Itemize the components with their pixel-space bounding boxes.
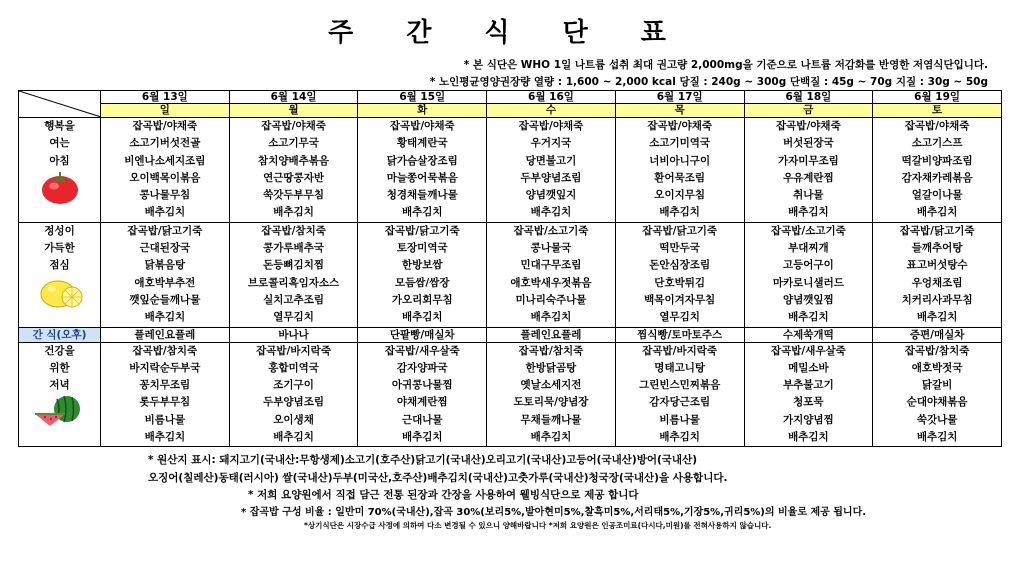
menu-item: 애호박젓국	[911, 361, 963, 374]
corner-cell	[19, 91, 101, 118]
menu-item: 배추김치	[401, 431, 443, 444]
menu-item: 열무김치	[273, 311, 314, 324]
menu-item: 단호박튀김	[654, 276, 706, 289]
date-cell: 6월 13일	[101, 91, 230, 104]
menu-item: 미나리숙주나물	[515, 293, 587, 306]
menu-item: 잡곡밥/새우살죽	[770, 344, 846, 357]
grain-ratio-note: * 잡곡밥 구성 비율 : 일반미 70%(국내산),잡곡 30%(보리5%,발아현미5%,찰흑미5%,서리태5%,기장5%,귀리5%)의 비율로 제공 됩니다.	[241, 507, 867, 518]
disclaimer-note: *상기식단은 시장수급 사정에 의하여 다소 변경될 수 있으니 양해바랍니다 *저희 요양원은 인공조미료(다시다,미원)를 전혀사용하지 않습니다.	[304, 521, 772, 530]
dinner-day-cell	[487, 342, 616, 447]
day-cell: 월	[229, 104, 358, 118]
menu-item: 너비아니구이	[649, 154, 711, 167]
menu-item: 마카로니샐러드	[772, 276, 844, 289]
breakfast-day-cell	[744, 118, 873, 223]
menu-item: 청경채들깨나물	[386, 189, 458, 202]
menu-item: 배추김치	[273, 206, 314, 219]
snack-row	[19, 327, 1002, 342]
menu-item: 백목이겨자무침	[644, 293, 716, 306]
breakfast-day-cell	[358, 118, 487, 223]
menu-item: 브로콜리흑임자소스	[247, 276, 340, 289]
menu-item: 감자채카레볶음	[901, 171, 973, 184]
menu-item: 롯두부무침	[139, 396, 191, 409]
menu-item: 오이지무침	[654, 189, 706, 202]
dinner-label-line: 위한	[49, 361, 70, 374]
menu-item: 잡곡밥/참치죽	[132, 344, 198, 357]
menu-item: 환어묵조림	[654, 171, 706, 184]
snack-item: 수제쑥개떡	[744, 327, 873, 342]
menu-item: 배추김치	[659, 431, 700, 444]
menu-item: 쑥갓나물	[916, 413, 958, 426]
menu-item: 가오리회무침	[391, 293, 453, 306]
menu-item: 잡곡밥/소고기죽	[513, 224, 589, 237]
menu-item: 열무김치	[659, 311, 700, 324]
breakfast-day-cell	[487, 118, 616, 223]
date-cell: 6월 18일	[744, 91, 873, 104]
menu-item: 연근땅콩자반	[263, 171, 324, 184]
menu-item: 소고기버섯전골	[129, 137, 201, 150]
menu-item: 잡곡밥/야채죽	[647, 120, 713, 132]
breakfast-label-line: 아침	[49, 154, 70, 167]
breakfast-day-cell	[101, 118, 230, 223]
page-title: 주 간 식 단 표	[328, 18, 688, 48]
menu-item: 도토리묵/양념장	[513, 396, 589, 409]
day-cell: 토	[873, 104, 1002, 118]
snack-label: 간 식(오후)	[19, 327, 101, 342]
menu-item: 실치고추조림	[263, 293, 324, 306]
date-cell: 6월 14일	[229, 91, 358, 104]
dinner-label-line: 저녁	[49, 379, 70, 392]
day-cell: 일	[101, 104, 230, 118]
menu-item: 잡곡밥/닭고기죽	[127, 224, 203, 237]
sodium-note: * 본 식단은 WHO 1일 나트륨 섭취 최대 권고량 2,000mg을 기준으로 나트륨 저감화를 반영한 저염식단입니다.	[463, 59, 988, 71]
menu-item: 닭갈비	[921, 379, 953, 392]
menu-item: 잡곡밥/참치죽	[261, 224, 326, 237]
menu-item: 잡곡밥/바지락죽	[642, 344, 718, 357]
dinner-label-cell	[19, 342, 101, 447]
menu-item: 배추김치	[530, 311, 572, 324]
menu-item: 배추김치	[916, 431, 958, 444]
menu-item: 콩가루배추국	[263, 242, 324, 255]
lunch-day-cell	[487, 222, 616, 327]
menu-item: 얼갈이나물	[911, 189, 963, 202]
dinner-row	[19, 342, 1002, 447]
date-cell: 6월 17일	[615, 91, 744, 104]
menu-item: 배추김치	[916, 311, 958, 324]
dinner-day-cell	[615, 342, 744, 447]
menu-item: 민대구무조림	[520, 259, 582, 272]
menu-item: 떡만두국	[659, 242, 700, 255]
day-cell: 수	[487, 104, 616, 118]
menu-item: 고등어구이	[783, 259, 834, 272]
menu-item: 잡곡밥/소고기죽	[770, 224, 846, 237]
menu-item: 잡곡밥/닭고기죽	[642, 224, 718, 237]
menu-item: 비름나물	[659, 413, 700, 426]
breakfast-label-line: 여는	[49, 137, 70, 150]
menu-item: 꽁치무조림	[139, 379, 191, 392]
menu-item: 오이생채	[273, 413, 314, 426]
menu-item: 배추김치	[144, 311, 186, 324]
lemon-illustration	[34, 275, 86, 311]
lunch-day-cell	[358, 222, 487, 327]
menu-item: 잡곡밥/참치죽	[904, 344, 970, 357]
menu-item: 돈안심장조림	[649, 259, 711, 272]
origin-note-cont: 오징어(칠레산)동태(러시아) 쌀(국내산)두부(미국산,호주산)배추김치(국내산)고춧가루(국내산)청국장(국내산)을 사용합니다.	[148, 472, 728, 484]
breakfast-label-line: 행복을	[44, 120, 75, 132]
menu-item: 배추김치	[273, 431, 314, 444]
day-cell: 화	[358, 104, 487, 118]
menu-item: 들깨추어탕	[911, 242, 963, 255]
menu-item: 근대나물	[401, 413, 443, 426]
menu-item: 버섯된장국	[783, 137, 834, 150]
watermelon-illustration	[31, 394, 89, 428]
menu-item: 잡곡밥/참치죽	[518, 344, 584, 357]
menu-item: 마늘쫑어묵볶음	[386, 171, 458, 184]
menu-item: 돈등뼈김치찜	[263, 259, 324, 272]
menu-item: 우엉채조림	[911, 276, 963, 289]
menu-item: 홍합미역국	[268, 361, 319, 374]
menu-item: 우유계란찜	[783, 171, 834, 184]
menu-item: 취나물	[793, 189, 824, 202]
menu-item: 가지양념찜	[783, 413, 834, 426]
menu-item: 콩나물국	[530, 242, 572, 255]
diagonal-line	[19, 91, 101, 117]
lunch-label-line: 정성이	[44, 224, 75, 237]
menu-item: 배추김치	[530, 431, 572, 444]
sauce-note: * 저희 요양원에서 직접 담근 전통 된장과 간장을 사용하여 웰빙식단으로 제공 합니다	[248, 489, 639, 501]
menu-item: 치커리사과무침	[901, 293, 973, 306]
menu-item: 감자양파국	[396, 361, 448, 374]
day-cell: 목	[615, 104, 744, 118]
menu-item: 쑥갓두부무침	[263, 189, 324, 202]
weekly-menu-table	[18, 90, 1002, 447]
date-cell: 6월 19일	[873, 91, 1002, 104]
menu-item: 모듬쌈/쌈장	[394, 276, 450, 289]
menu-item: 비름나물	[144, 413, 186, 426]
menu-item: 두부양념조림	[263, 396, 324, 409]
dinner-day-cell	[744, 342, 873, 447]
menu-item: 청포묵	[793, 396, 824, 409]
lunch-day-cell	[615, 222, 744, 327]
breakfast-day-cell	[873, 118, 1002, 223]
menu-item: 잡곡밥/야채죽	[132, 120, 198, 132]
menu-item: 배추김치	[530, 206, 572, 219]
dinner-day-cell	[358, 342, 487, 447]
menu-item: 잡곡밥/야채죽	[904, 120, 970, 132]
menu-item: 소고기스프	[911, 137, 963, 150]
snack-item: 증편/매실차	[873, 327, 1002, 342]
menu-item: 토장미역국	[396, 242, 448, 255]
date-header-row	[19, 91, 1002, 104]
nutrition-note: * 노인평균영양권장량 열량 : 1,600 ~ 2,000 kcal 당질 : 240g ~ 300g 단백질 : 45g ~ 70g 지질 : 30g ~ 50g	[429, 76, 988, 88]
menu-item: 소고기무국	[268, 137, 319, 150]
menu-item: 배추김치	[144, 431, 186, 444]
breakfast-day-cell	[615, 118, 744, 223]
menu-item: 잡곡밥/야채죽	[389, 120, 455, 132]
menu-item: 한방닭곰탕	[525, 361, 577, 374]
menu-item: 배추김치	[401, 206, 443, 219]
menu-item: 비엔나소세지조림	[124, 154, 206, 167]
tomato-illustration	[37, 170, 83, 206]
menu-item: 떡갈비양파조림	[901, 154, 973, 167]
menu-item: 배추김치	[916, 206, 958, 219]
date-cell: 6월 15일	[358, 91, 487, 104]
menu-item: 옛날소세지전	[520, 379, 582, 392]
menu-item: 감자당근조림	[649, 396, 711, 409]
lunch-label-cell	[19, 222, 101, 327]
menu-item: 참치양배추볶음	[258, 154, 330, 167]
lunch-day-cell	[101, 222, 230, 327]
menu-item: 잡곡밥/야채죽	[776, 120, 841, 132]
menu-item: 조기구이	[273, 379, 314, 392]
origin-note: * 원산지 표시: 돼지고기(국내산:무항생제)소고기(호주산)닭고기(국내산)오리고기(국내산)고등어(국내산)방어(국내산)	[148, 454, 698, 466]
menu-item: 순대야채볶음	[906, 396, 968, 409]
menu-item: 황태계란국	[396, 137, 448, 150]
menu-item: 아귀콩나물찜	[391, 379, 453, 392]
menu-item: 오이백목이볶음	[129, 171, 201, 184]
menu-item: 잡곡밥/닭고기죽	[384, 224, 460, 237]
menu-item: 가자미무조림	[777, 154, 839, 167]
menu-item: 부대찌개	[788, 242, 829, 255]
menu-item: 배추김치	[788, 206, 829, 219]
dinner-day-cell	[229, 342, 358, 447]
menu-item: 잡곡밥/새우살죽	[384, 344, 460, 357]
day-header-row	[19, 104, 1002, 118]
menu-item: 당면불고기	[525, 154, 577, 167]
menu-item: 한방보쌈	[401, 259, 443, 272]
breakfast-label-cell	[19, 118, 101, 223]
menu-item: 닭볶음탕	[144, 259, 186, 272]
menu-item: 배추김치	[144, 206, 186, 219]
dinner-day-cell	[873, 342, 1002, 447]
menu-item: 배추김치	[401, 311, 443, 324]
lunch-label-line: 점심	[49, 259, 70, 272]
menu-item: 잡곡밥/닭고기죽	[899, 224, 975, 237]
snack-item: 바나나	[229, 327, 358, 342]
date-cell: 6월 16일	[487, 91, 616, 104]
snack-item: 플레인요플레	[487, 327, 616, 342]
breakfast-day-cell	[229, 118, 358, 223]
menu-item: 배추김치	[659, 206, 700, 219]
menu-item: 잡곡밥/야채죽	[261, 120, 326, 132]
menu-item: 소고기미역국	[649, 137, 711, 150]
menu-item: 명태고니탕	[654, 361, 706, 374]
lunch-day-cell	[744, 222, 873, 327]
menu-item: 부추불고기	[783, 379, 834, 392]
breakfast-row	[19, 118, 1002, 223]
lunch-day-cell	[229, 222, 358, 327]
menu-item: 양념깻잎지	[525, 189, 577, 202]
menu-item: 잡곡밥/야채죽	[518, 120, 584, 132]
lunch-row	[19, 222, 1002, 327]
snack-item: 단팥빵/매실차	[358, 327, 487, 342]
menu-item: 애호박부추전	[134, 276, 196, 289]
menu-item: 무채들깨나물	[520, 413, 582, 426]
dinner-day-cell	[101, 342, 230, 447]
menu-item: 그린빈스민찌볶음	[639, 379, 721, 392]
menu-item: 근대된장국	[139, 242, 191, 255]
day-cell: 금	[744, 104, 873, 118]
menu-item: 바지락순두부국	[129, 361, 201, 374]
lunch-label-line: 가득한	[44, 242, 75, 255]
menu-item: 표고버섯탕수	[906, 259, 968, 272]
dinner-label-line: 건강을	[44, 344, 75, 357]
snack-item: 플레인요플레	[101, 327, 230, 342]
menu-item: 배추김치	[788, 311, 829, 324]
menu-item: 배추김치	[788, 431, 829, 444]
menu-item: 야채계란찜	[396, 396, 448, 409]
snack-item: 찜식빵/토마토주스	[615, 327, 744, 342]
lunch-day-cell	[873, 222, 1002, 327]
menu-item: 콩나물무침	[139, 189, 191, 202]
menu-item: 깻잎순들깨나물	[129, 293, 201, 306]
menu-item: 우거지국	[530, 137, 572, 150]
menu-item: 두부양념조림	[520, 171, 582, 184]
menu-item: 메밀소바	[788, 361, 829, 374]
menu-item: 양념깻잎찜	[783, 293, 834, 306]
menu-item: 닭가슴살장조림	[386, 154, 458, 167]
menu-item: 애호박새우젓볶음	[510, 276, 592, 289]
menu-item: 잡곡밥/바지락죽	[256, 344, 331, 357]
